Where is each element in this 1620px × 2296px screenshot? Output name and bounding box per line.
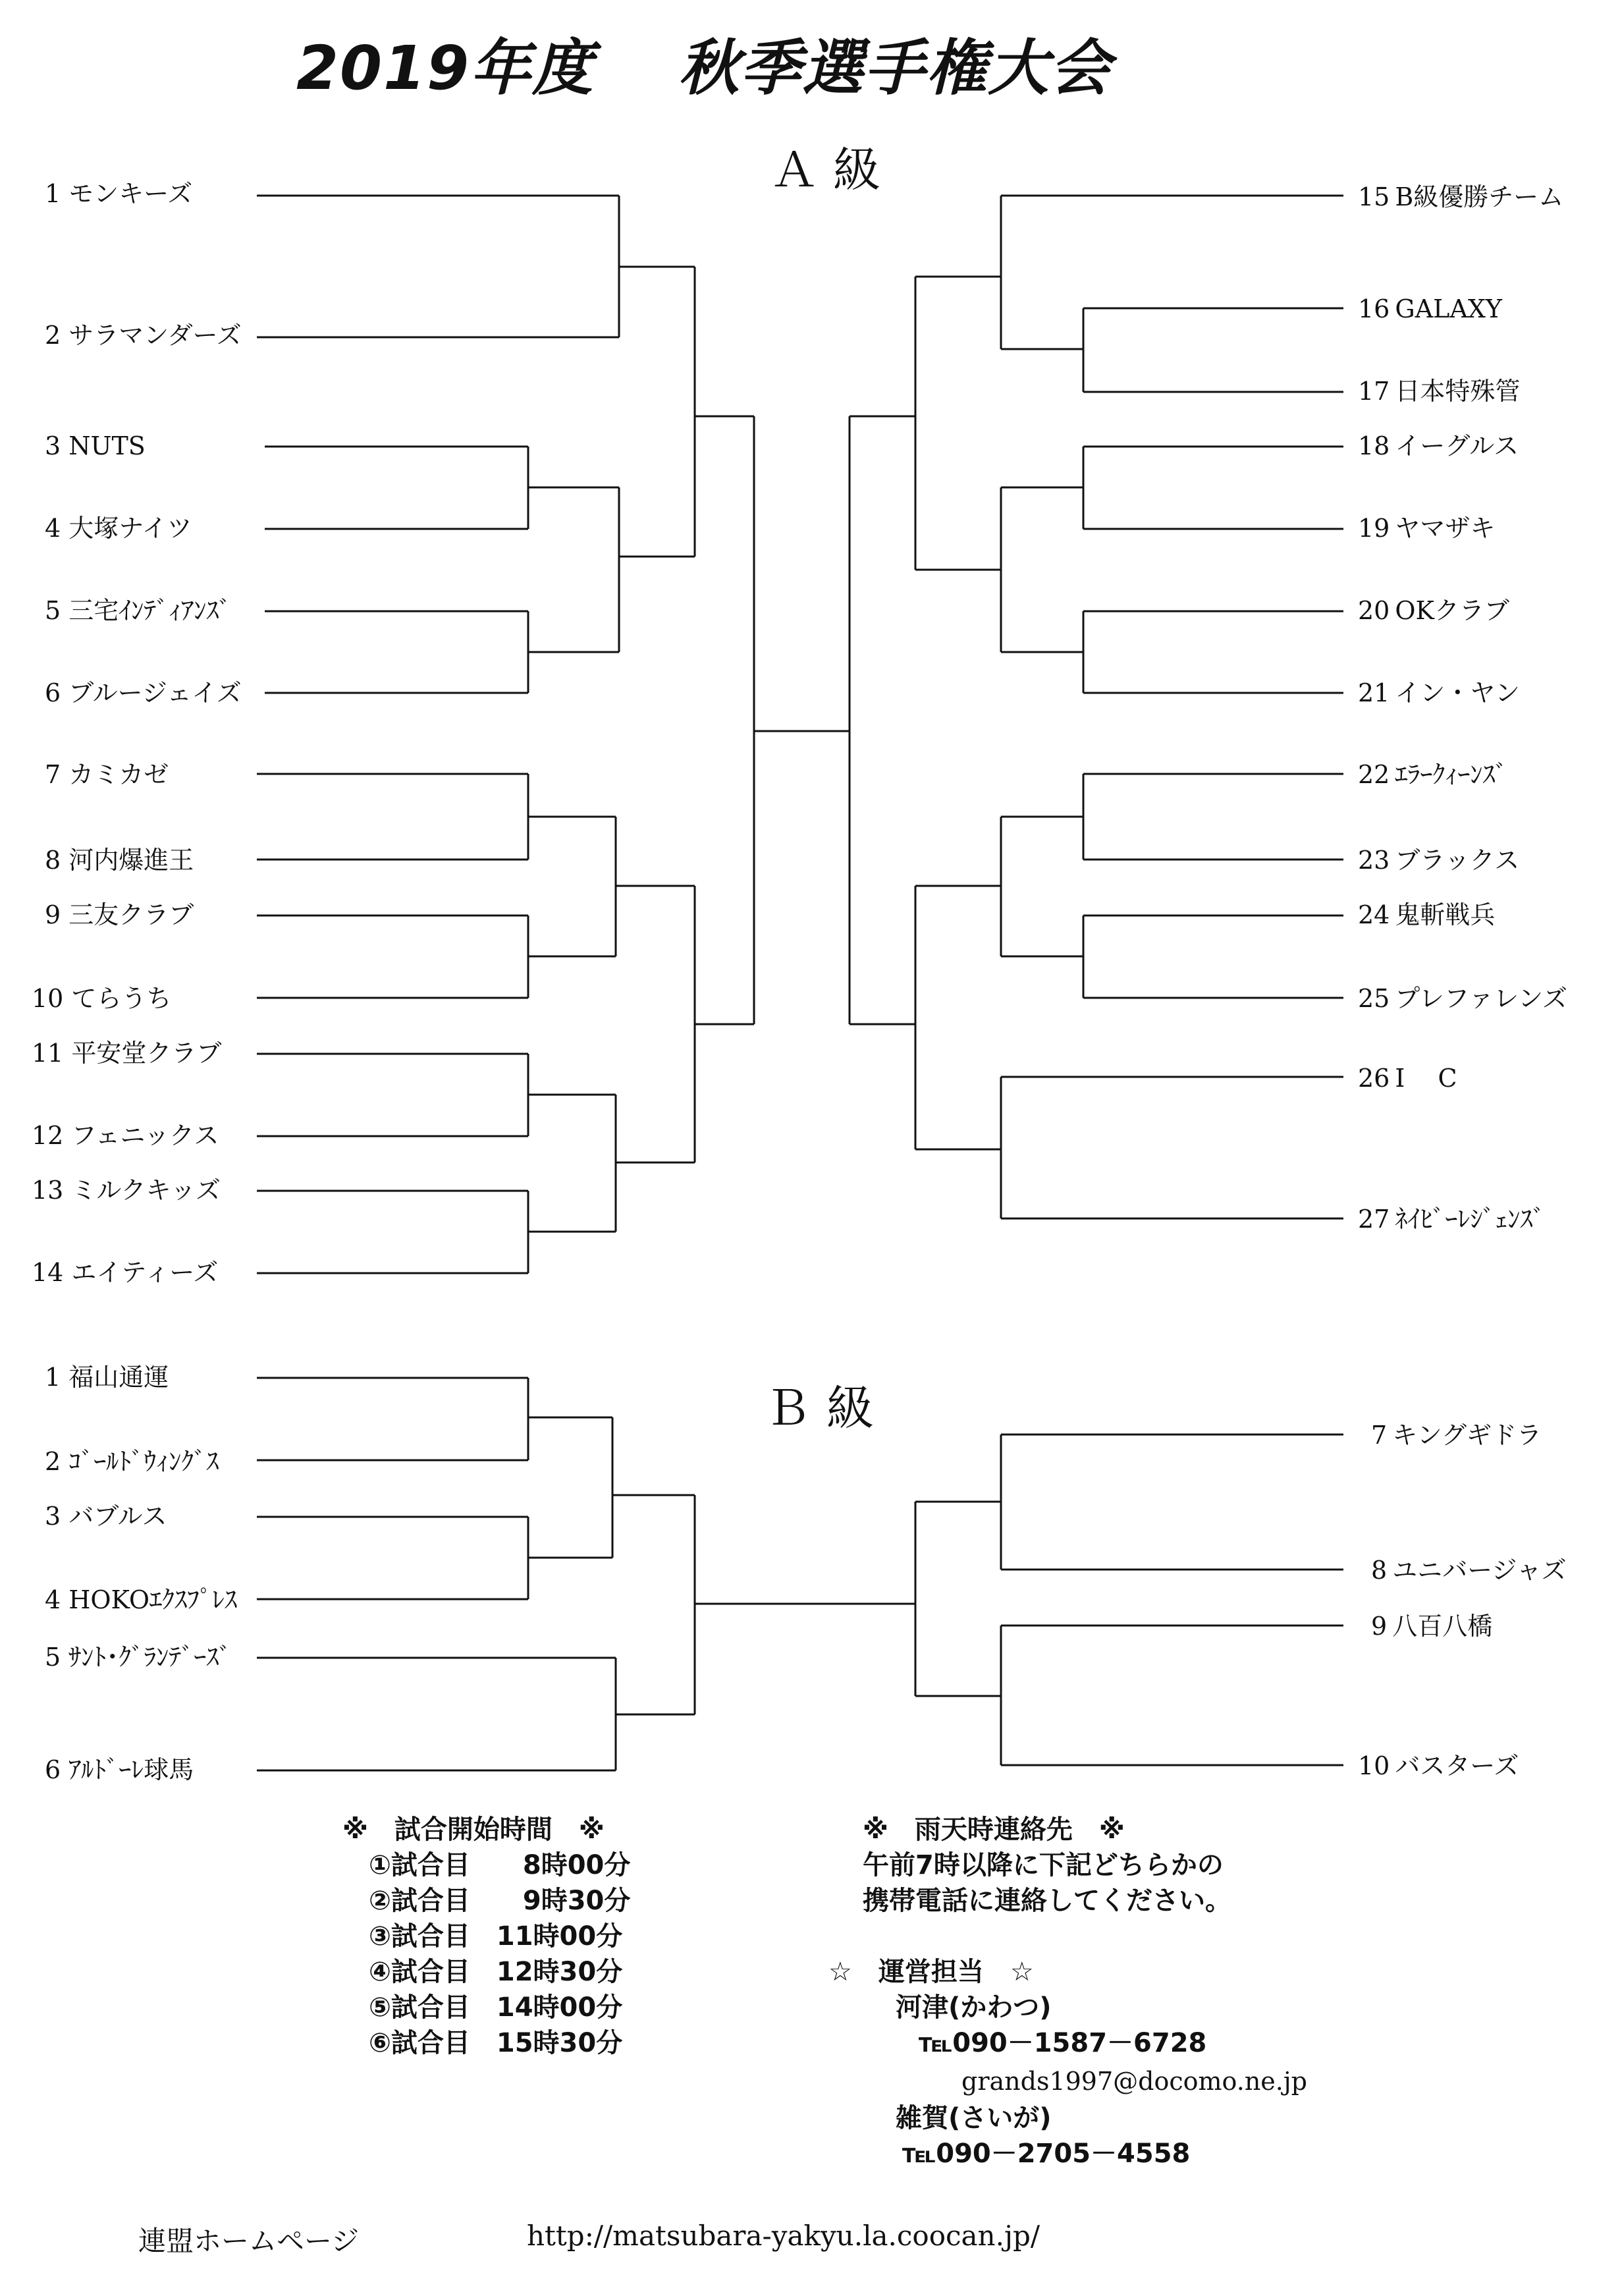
a-team-6: 6 ブルージェイズ [45,678,242,707]
a-team-1: 1 モンキーズ [45,179,193,208]
b-team-9: 9 八百八橋 [1371,1612,1493,1641]
a-team-13: 13 ミルクキッズ [32,1176,221,1205]
b-grade-label: Ｂ 級 [764,1380,874,1436]
b-team-10: 10 バスターズ [1358,1751,1519,1780]
b-team-2: 2 ｺﾞｰﾙﾄﾞｳｨﾝｸﾞｽ [45,1447,219,1476]
a-team-19: 19 ヤマザキ [1358,514,1496,543]
staff-tel-1: ℡090－1587－6728 [919,2028,1207,2058]
a-team-14: 14 エイティーズ [32,1258,219,1287]
a-team-24: 24 鬼斬戦兵 [1358,900,1496,929]
a-team-10: 10 てらうち [32,984,172,1013]
a-team-22: 22 ｴﾗｰｸｨｰﾝｽﾞ [1358,760,1508,789]
a-team-4: 4 大塚ナイツ [45,514,192,543]
schedule-heading: ※ 試合開始時間 ※ [342,1815,605,1845]
page-title: 2019年度 秋季選手権大会 [296,33,1112,103]
staff-person-2: 雑賀(さいが) [896,2103,1052,2133]
a-team-23: 23 ブラックス [1358,846,1520,875]
schedule-row-6: ⑥試合目 15時30分 [369,2028,623,2058]
a-team-2: 2 サラマンダーズ [45,321,242,350]
a-team-27: 27 ﾈｲﾋﾞｰﾚｼﾞｪﾝｽﾞ [1358,1205,1546,1234]
a-team-8: 8 河内爆進王 [45,846,194,875]
a-team-12: 12 フェニックス [32,1121,219,1150]
a-team-11: 11 平安堂クラブ [32,1039,222,1068]
a-team-18: 18 イーグルス [1358,431,1519,460]
schedule-row-2: ②試合目 9時30分 [369,1886,631,1916]
staff-tel-2: ℡090－2705－4558 [902,2139,1191,2169]
a-team-5: 5 三宅ｲﾝﾃﾞｨｱﾝｽﾞ [45,596,232,625]
staff-email[interactable]: grands1997@docomo.ne.jp [961,2067,1307,2096]
a-team-17: 17 日本特殊管 [1358,377,1521,406]
a-team-15: 15 B級優勝チーム [1358,182,1564,211]
a-team-20: 20 OKクラブ [1358,596,1509,625]
rain-heading: ※ 雨天時連絡先 ※ [863,1815,1125,1845]
staff-person-1: 河津(かわつ) [896,1992,1052,2023]
schedule-row-3: ③試合目 11時00分 [369,1921,623,1952]
footer-url-link[interactable]: http://matsubara-yakyu.la.coocan.jp/ [527,2220,1040,2252]
a-team-7: 7 カミカゼ [45,760,169,789]
a-team-9: 9 三友クラブ [45,900,194,929]
a-team-26: 26 I C [1358,1064,1457,1093]
rain-line-1: 午前7時以降に下記どちらかの [863,1850,1224,1880]
a-grade-label: Ａ 級 [770,142,880,198]
a-team-16: 16 GALAXY [1358,294,1502,323]
b-team-7: 7 キングギドラ [1371,1421,1542,1450]
b-team-5: 5 ｻﾝﾄ･ｸﾞﾗﾝﾃﾞｰｽﾞ [45,1643,232,1672]
schedule-row-1: ①試合目 8時00分 [369,1850,631,1880]
b-team-1: 1 福山通運 [45,1363,169,1392]
a-team-21: 21 イン・ヤン [1358,678,1520,707]
rain-line-2: 携帯電話に連絡してください。 [863,1886,1231,1916]
footer-label: 連盟ホームページ [138,2225,360,2257]
schedule-row-5: ⑤試合目 14時00分 [369,1992,623,2023]
b-team-6: 6 ｱﾙﾄﾞｰﾚ球馬 [45,1755,194,1784]
b-team-8: 8 ユニバージャズ [1371,1556,1567,1585]
b-team-4: 4 HOKOｴｸｽﾌﾟﾚｽ [45,1585,238,1614]
a-team-25: 25 プレファレンズ [1358,984,1567,1013]
b-team-3: 3 バブルス [45,1502,167,1531]
staff-heading: ☆ 運営担当 ☆ [828,1957,1034,1987]
schedule-row-4: ④試合目 12時30分 [369,1957,623,1987]
a-team-3: 3 NUTS [45,431,146,460]
